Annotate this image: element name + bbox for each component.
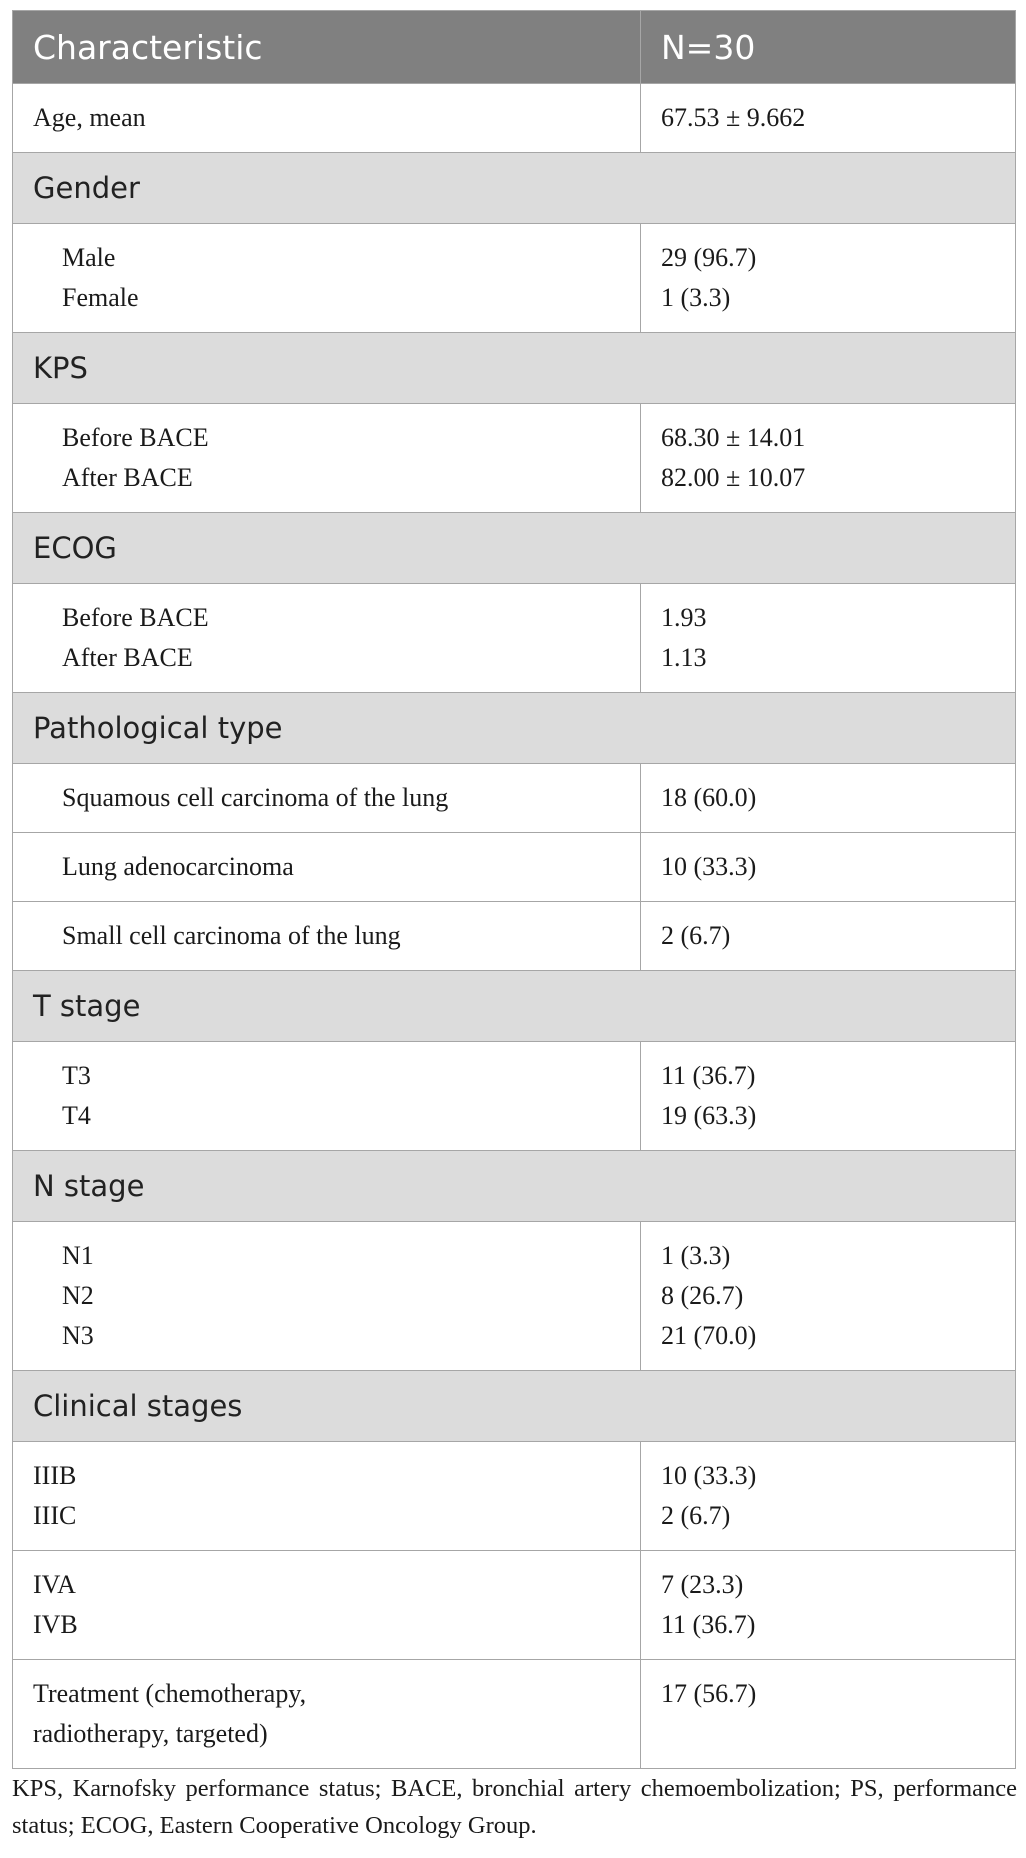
value-label: 18 (60.0) xyxy=(661,783,757,812)
value-label: 11 (36.7) xyxy=(661,1061,756,1090)
value-label: 11 (36.7) xyxy=(661,1610,756,1639)
section-title: Gender xyxy=(13,153,1016,224)
characteristic-label: Before BACE xyxy=(62,603,209,632)
characteristic-label: Male xyxy=(62,243,116,272)
value-cell xyxy=(641,84,1016,153)
table-row xyxy=(13,833,1016,902)
value-label: 10 (33.3) xyxy=(661,852,757,881)
section-header-row xyxy=(13,693,1016,764)
characteristic-label: Squamous cell carcinoma of the lung xyxy=(62,783,449,812)
table-body xyxy=(13,84,1016,1769)
characteristics-table-container xyxy=(12,10,1015,1769)
value-cell xyxy=(641,833,1016,902)
characteristic-cell xyxy=(13,1442,641,1551)
characteristic-label: After BACE xyxy=(62,463,193,492)
table-row xyxy=(13,224,1016,333)
characteristic-label: T3 xyxy=(62,1061,91,1090)
section-title: Pathological type xyxy=(13,693,1016,764)
table-row xyxy=(13,404,1016,513)
value-label: 17 (56.7) xyxy=(661,1679,757,1708)
value-label: 8 (26.7) xyxy=(661,1281,744,1310)
value-cell xyxy=(641,764,1016,833)
value-label: 21 (70.0) xyxy=(661,1321,757,1350)
characteristic-cell xyxy=(13,1222,641,1371)
table-row xyxy=(13,902,1016,971)
characteristic-label: Treatment (chemotherapy, xyxy=(33,1679,307,1708)
value-cell xyxy=(641,584,1016,693)
value-label: 1 (3.3) xyxy=(661,283,731,312)
value-cell xyxy=(641,1551,1016,1660)
characteristic-cell xyxy=(13,833,641,902)
value-cell xyxy=(641,1660,1016,1769)
section-title: T stage xyxy=(13,971,1016,1042)
characteristic-cell xyxy=(13,1660,641,1769)
value-label: 7 (23.3) xyxy=(661,1570,744,1599)
value-label: 10 (33.3) xyxy=(661,1461,757,1490)
characteristic-label: Before BACE xyxy=(62,423,209,452)
header-characteristic: Characteristic xyxy=(13,11,641,84)
value-cell xyxy=(641,224,1016,333)
value-label: 2 (6.7) xyxy=(661,921,731,950)
table-row xyxy=(13,1442,1016,1551)
section-header-row xyxy=(13,971,1016,1042)
characteristic-cell xyxy=(13,1042,641,1151)
value-label: 19 (63.3) xyxy=(661,1101,757,1130)
value-label: 1 (3.3) xyxy=(661,1241,731,1270)
characteristic-label: Small cell carcinoma of the lung xyxy=(62,921,401,950)
characteristic-label: IIIC xyxy=(33,1501,77,1530)
characteristic-cell xyxy=(13,902,641,971)
characteristic-label: After BACE xyxy=(62,643,193,672)
section-header-row xyxy=(13,333,1016,404)
value-cell xyxy=(641,1042,1016,1151)
value-cell xyxy=(641,1442,1016,1551)
characteristic-label: T4 xyxy=(62,1101,91,1130)
table-footnote: KPS, Karnofsky performance status; BACE, bronchial artery chemoembolization; PS, performance status; ECOG, Eastern Cooperative Oncology Group. xyxy=(12,1775,1017,1839)
table-row xyxy=(13,764,1016,833)
characteristic-label: N3 xyxy=(62,1321,94,1350)
characteristic-cell xyxy=(13,764,641,833)
table-row xyxy=(13,84,1016,153)
section-title: Clinical stages xyxy=(13,1371,1016,1442)
table-header-row xyxy=(13,11,1016,84)
section-header-row xyxy=(13,513,1016,584)
characteristic-label: Lung adenocarcinoma xyxy=(62,852,294,881)
characteristic-label: IIIB xyxy=(33,1461,77,1490)
value-label: 68.30 ± 14.01 xyxy=(661,423,806,452)
characteristic-label: Age, mean xyxy=(33,103,146,132)
characteristic-cell xyxy=(13,1551,641,1660)
section-title: KPS xyxy=(13,333,1016,404)
characteristic-label: IVA xyxy=(33,1570,76,1599)
characteristic-label: radiotherapy, targeted) xyxy=(33,1719,268,1748)
section-header-row xyxy=(13,153,1016,224)
value-cell xyxy=(641,404,1016,513)
table-row xyxy=(13,1551,1016,1660)
table-row xyxy=(13,584,1016,693)
value-label: 67.53 ± 9.662 xyxy=(661,103,806,132)
section-header-row xyxy=(13,1371,1016,1442)
value-label: 2 (6.7) xyxy=(661,1501,731,1530)
header-n: N=30 xyxy=(641,11,1016,84)
characteristics-table xyxy=(12,10,1016,1769)
value-cell xyxy=(641,902,1016,971)
value-label: 1.13 xyxy=(661,643,707,672)
value-label: 29 (96.7) xyxy=(661,243,757,272)
value-label: 1.93 xyxy=(661,603,707,632)
characteristic-cell xyxy=(13,584,641,693)
characteristic-label: Female xyxy=(62,283,139,312)
table-row xyxy=(13,1222,1016,1371)
characteristic-cell xyxy=(13,84,641,153)
characteristic-cell xyxy=(13,224,641,333)
characteristic-label: N2 xyxy=(62,1281,94,1310)
value-label: 82.00 ± 10.07 xyxy=(661,463,806,492)
characteristic-label: N1 xyxy=(62,1241,94,1270)
value-cell xyxy=(641,1222,1016,1371)
table-row xyxy=(13,1660,1016,1769)
characteristic-cell xyxy=(13,404,641,513)
table-row xyxy=(13,1042,1016,1151)
section-header-row xyxy=(13,1151,1016,1222)
characteristic-label: IVB xyxy=(33,1610,78,1639)
section-title: N stage xyxy=(13,1151,1016,1222)
section-title: ECOG xyxy=(13,513,1016,584)
